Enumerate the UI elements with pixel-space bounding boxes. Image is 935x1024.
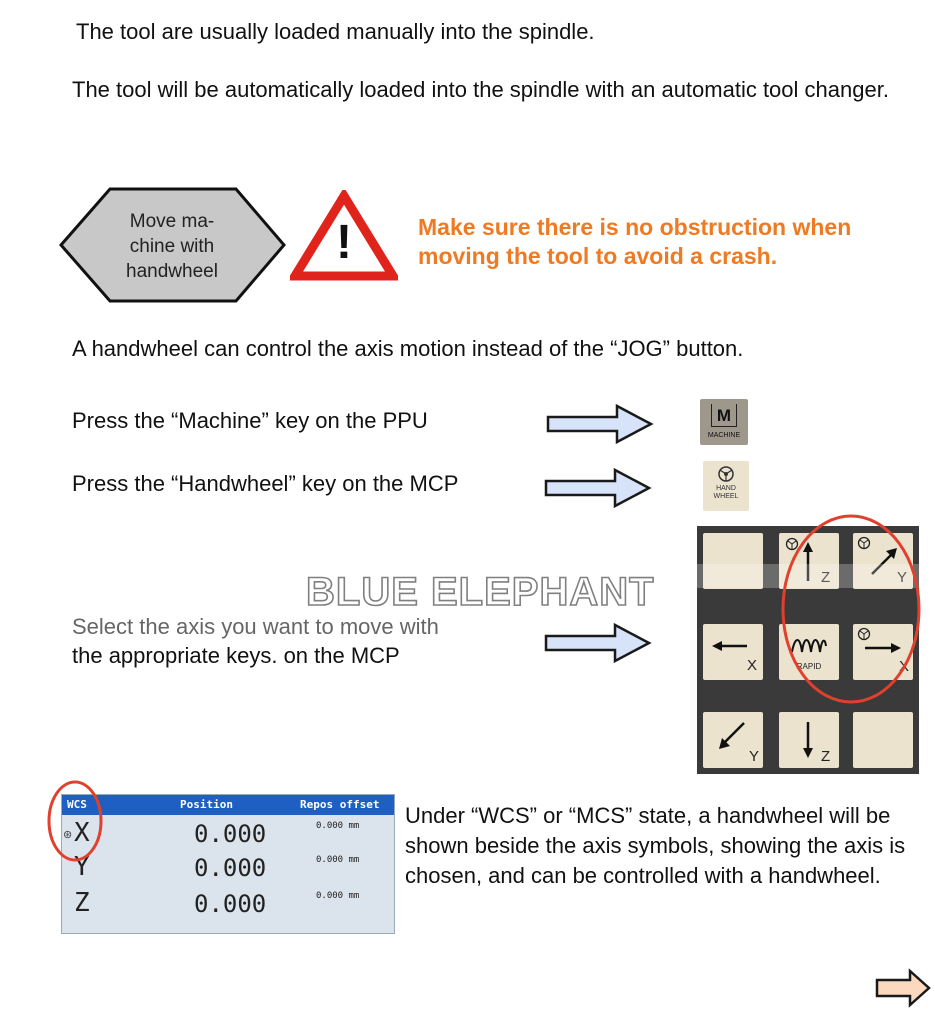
machine-key-label: MACHINE	[707, 432, 741, 439]
axis-label: Z	[74, 888, 90, 918]
wcs-note: Under “WCS” or “MCS” state, a handwheel will be shown beside the axis symbols, showing the axis is chosen, and can be controlled with a handwheel.	[405, 803, 906, 888]
instruction-handwheel: Press the “Handwheel” key on the MCP	[72, 471, 459, 496]
arrow-down-icon	[801, 720, 815, 760]
header-wcs: WCS	[67, 798, 87, 811]
step-label: Move ma-chine with handwheel	[126, 211, 218, 282]
z-plus-label: Z	[821, 569, 831, 586]
axis-offset: 0.000 mm	[316, 891, 360, 901]
handwheel-intro: A handwheel can control the axis motion instead of the “JOG” button.	[72, 336, 744, 361]
z-minus-key[interactable]	[779, 712, 839, 768]
axis-label: Y	[74, 852, 90, 882]
x-minus-key[interactable]	[703, 624, 763, 680]
arrow-right-icon	[543, 467, 653, 509]
handwheel-key-label-2: WHEEL	[713, 493, 739, 500]
rapid-label: RAPID	[796, 662, 822, 671]
position-panel	[61, 794, 395, 934]
axis-row-y	[62, 851, 394, 887]
intro-line-2: The tool will be automatically loaded into the spindle with an automatic tool changer.	[72, 77, 889, 102]
intro-line-1: The tool are usually loaded manually into the spindle.	[76, 19, 595, 44]
blank-key[interactable]	[853, 712, 913, 768]
x-plus-label: X	[899, 658, 910, 675]
next-page-arrow-icon[interactable]	[874, 968, 932, 1008]
arrow-diagonal-down-icon	[717, 720, 747, 752]
handwheel-key[interactable]	[703, 461, 749, 511]
axis-row-x	[62, 817, 394, 853]
instruction-machine: Press the “Machine” key on the PPU	[72, 408, 428, 433]
machine-key[interactable]	[700, 399, 748, 445]
axis-offset: 0.000 mm	[316, 821, 360, 831]
wcs-highlight-ellipse	[46, 778, 106, 864]
position-panel-header	[62, 795, 394, 815]
select-axis-line-1: Select the axis you want to move with	[72, 614, 439, 639]
axis-label: X	[74, 818, 90, 848]
arrow-right-icon	[543, 622, 653, 664]
axis-position: 0.000	[194, 854, 267, 882]
arrow-left-icon	[711, 638, 749, 654]
y-minus-key[interactable]	[703, 712, 763, 768]
axis-offset: 0.000 mm	[316, 855, 360, 865]
axis-row-z	[62, 887, 394, 923]
z-minus-label: Z	[821, 748, 831, 765]
machine-key-symbol: M	[711, 404, 737, 427]
x-minus-label: X	[747, 657, 758, 674]
handwheel-icon	[717, 465, 735, 483]
select-axis-line-2: the appropriate keys. on the MCP	[72, 643, 400, 668]
header-position: Position	[180, 798, 233, 811]
warning-text: Make sure there is no obstruction when moving the tool to avoid a crash.	[418, 214, 852, 269]
y-plus-label: Y	[897, 569, 908, 586]
highlight-ellipse	[778, 510, 924, 708]
handwheel-key-label-1: HAND	[716, 485, 736, 492]
watermark: BLUE ELEPHANT	[306, 570, 655, 614]
handwheel-indicator-icon: ⊛	[63, 829, 73, 841]
y-minus-label: Y	[749, 748, 760, 765]
warning-exclamation: !	[336, 216, 352, 269]
axis-position: 0.000	[194, 890, 267, 918]
axis-position: 0.000	[194, 820, 267, 848]
arrow-right-icon	[545, 403, 655, 445]
header-offset: Repos offset	[300, 798, 380, 811]
